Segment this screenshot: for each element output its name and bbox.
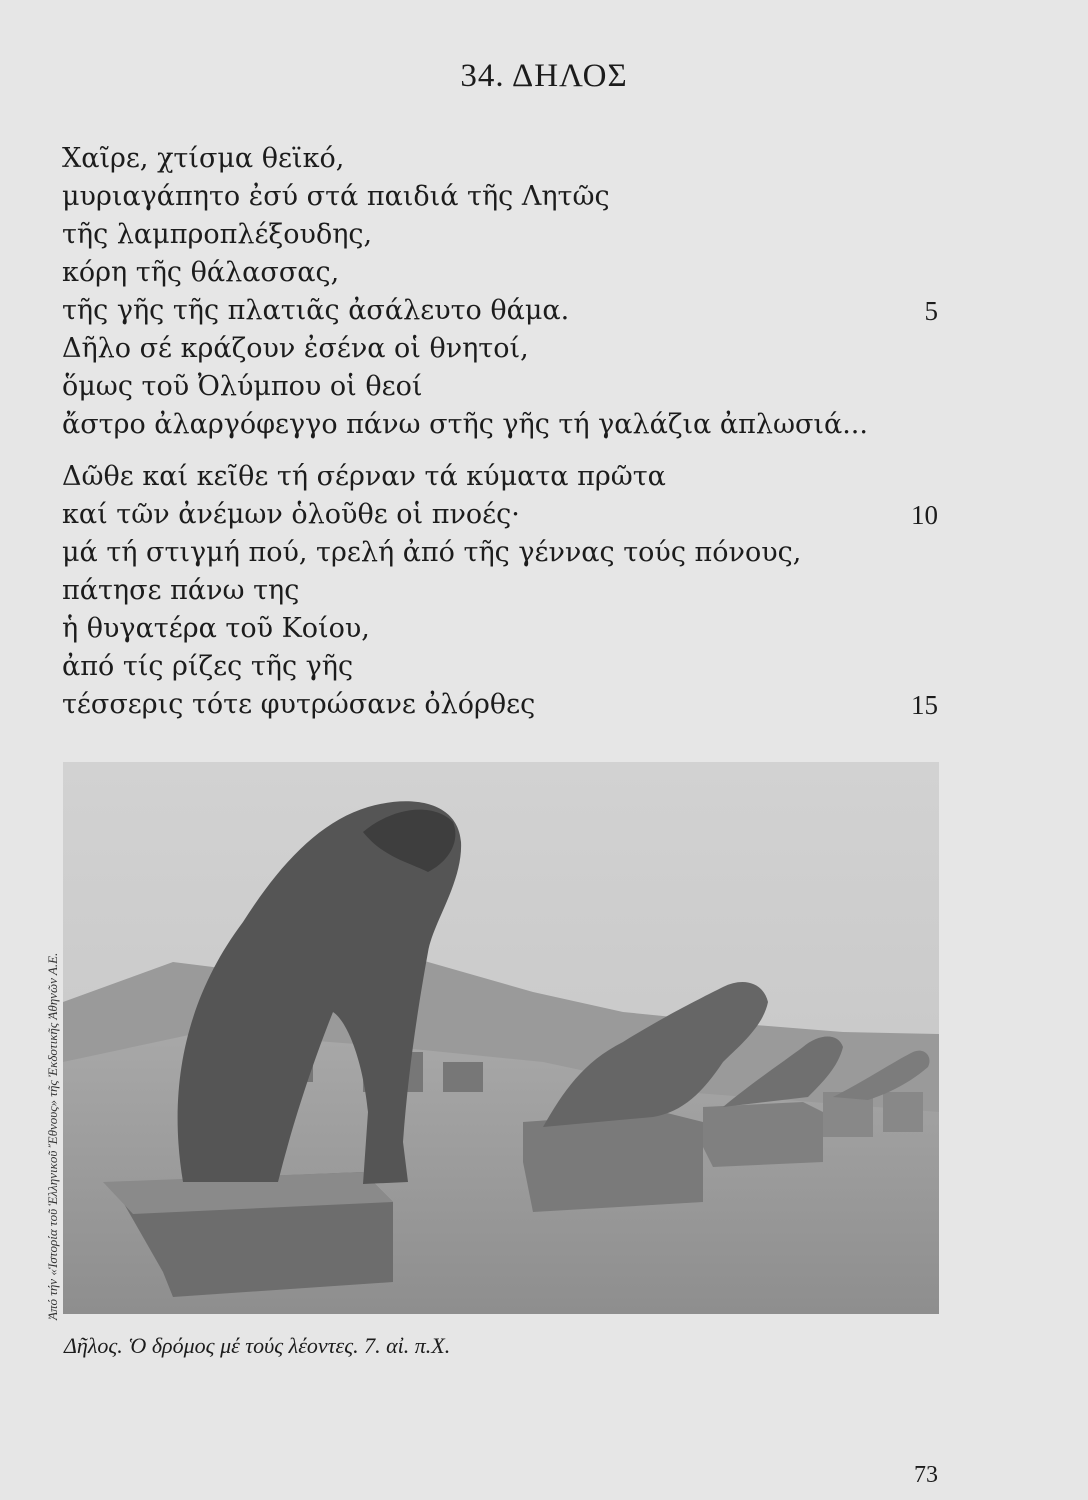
poem-line <box>62 610 942 648</box>
page-number: 73 <box>914 1462 938 1488</box>
photo-caption: Δῆλος. Ὁ δρόμος μέ τούς λέοντες. 7. αἰ. π.Χ. <box>64 1333 451 1358</box>
poem-line <box>62 330 942 368</box>
line-text: κόρη τῆς θάλασσας, <box>62 257 340 288</box>
poem-line <box>62 686 942 724</box>
poem-line <box>62 140 942 178</box>
poem-line <box>62 534 942 572</box>
poem-line <box>62 254 942 292</box>
line-text: Δῶθε καί κεῖθε τή σέρναν τά κύματα πρῶτα <box>62 461 666 492</box>
line-text: Χαῖρε, χτίσμα θεϊκό, <box>62 143 345 174</box>
stanza-2 <box>62 458 942 724</box>
line-text: τῆς λαμπροπλέξουδης, <box>62 219 373 250</box>
poem-title: 34. ΔΗΛΟΣ <box>460 58 628 94</box>
poem-line <box>62 292 942 330</box>
line-text: Δῆλο σέ κράζουν ἐσένα οἱ θνητοί, <box>62 333 529 364</box>
poem-line <box>62 648 942 686</box>
photo-credit: Ἀπό τήν «Ἱστορία τοῦ Ἑλληνικοῦ Ἔθνους» τῆς Ἐκδοτικῆς Ἀθηνῶν Α.Ε. <box>45 952 60 1320</box>
line-text: πάτησε πάνω της <box>62 575 300 606</box>
lions-photograph <box>63 762 939 1314</box>
line-text: μά τή στιγμή πού, τρελή ἀπό τῆς γέννας τούς πόνους, <box>62 537 802 568</box>
line-text: ὅμως τοῦ Ὀλύμπου οἱ θεοί <box>62 371 423 402</box>
poem-line <box>62 216 942 254</box>
line-text: ἀπό τίς ρίζες τῆς γῆς <box>62 651 354 682</box>
line-text: μυριαγάπητο ἐσύ στά παιδιά τῆς Λητῶς <box>62 181 610 212</box>
poem-line <box>62 572 942 610</box>
poem-line <box>62 368 942 406</box>
lions-photo-image <box>63 762 939 1314</box>
line-text: ἄστρο ἀλαργόφεγγο πάνω στῆς γῆς τή γαλάζια ἀπλωσιά... <box>62 409 868 440</box>
line-text: τῆς γῆς τῆς πλατιᾶς ἀσάλευτο θάμα. <box>62 295 570 326</box>
poem-line <box>62 178 942 216</box>
line-text: τέσσερις τότε φυτρώσανε ὀλόρθες <box>62 689 536 720</box>
poem-line <box>62 496 942 534</box>
line-number: 15 <box>911 690 938 720</box>
line-text: ἡ θυγατέρα τοῦ Κοίου, <box>62 613 370 644</box>
line-number: 10 <box>911 500 938 530</box>
line-text: καί τῶν ἀνέμων ὁλοῦθε οἱ πνοές· <box>62 499 520 530</box>
stanza-1 <box>62 140 942 444</box>
line-number: 5 <box>924 296 938 326</box>
poem-line <box>62 406 942 444</box>
poem-line <box>62 458 942 496</box>
